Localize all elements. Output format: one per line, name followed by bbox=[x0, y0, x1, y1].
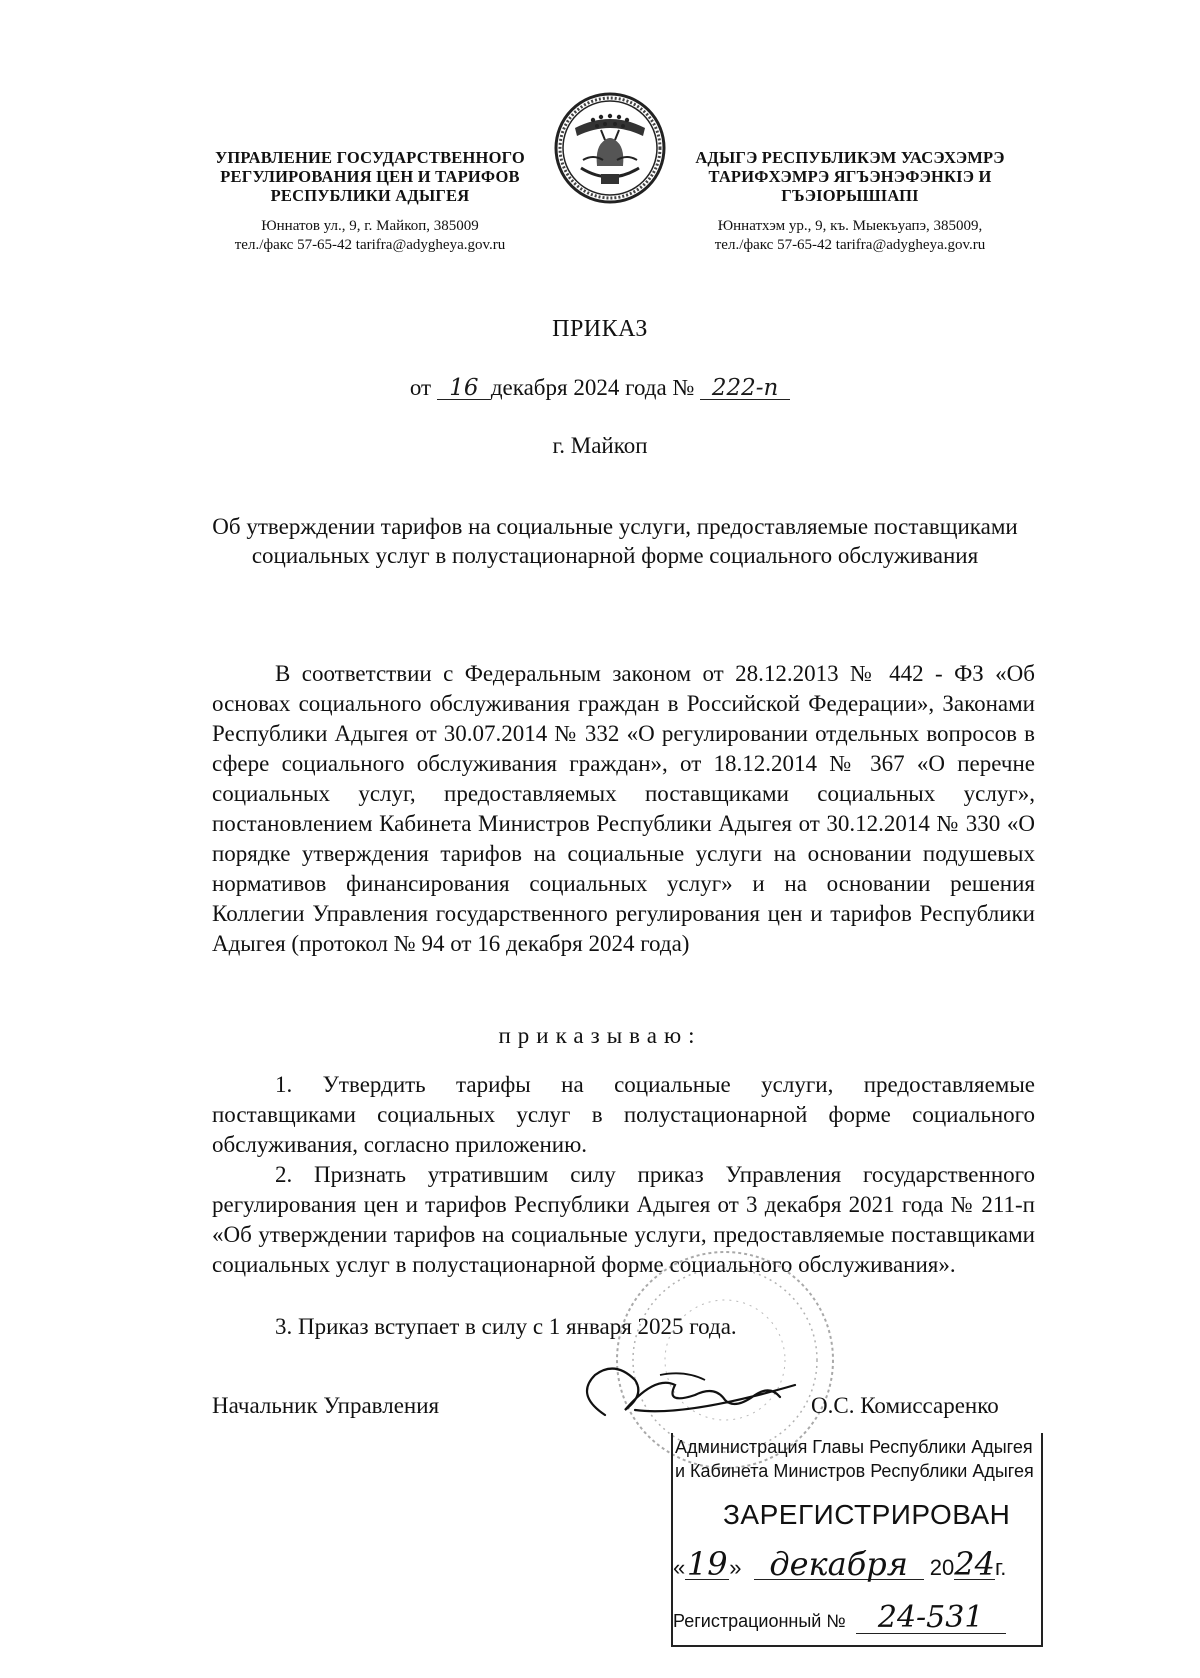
stamp-reg-label: Регистрационный № bbox=[673, 1611, 846, 1631]
adygea-coat-of-arms-icon bbox=[553, 90, 667, 206]
document-title: ПРИКАЗ bbox=[552, 316, 648, 342]
agency-address-ady: Юннатхэм ур., 9, къ. Мыекъуапэ, 385009, тел./факс 57-65-42 tarifra@adygheya.gov.ru bbox=[714, 218, 986, 253]
stamp-reg-number: 24-531 bbox=[856, 1603, 1006, 1634]
stamp-authority-line1: Администрация Главы Республики Адыгея bbox=[675, 1437, 1033, 1457]
order-item-1: 1. Утвердить тарифы на социальные услуги, предоставляемые поставщиками социальных услуг в полустационарной форме социального обслуживания, согласно приложению. bbox=[212, 1072, 1035, 1157]
order-subject: Об утверждении тарифов на социальные услуги, предоставляемые поставщиками социальных услуг в полустационарной форме социального обслуживания bbox=[212, 514, 1018, 568]
header-left-block bbox=[205, 148, 535, 255]
order-item-2: 2. Признать утратившим силу приказ Управления государственного регулирования цен и тарифов Республики Адыгея от 3 декабря 2021 года № 211-п «Об утверждении тарифов на социальные услуги, предоставляемые поставщиками социальных услуг в полустационарной форме социального обслуживания». bbox=[212, 1162, 1035, 1277]
agency-name-ady: АДЫГЭ РЕСПУБЛИКЭМ УАСЭХЭМРЭ ТАРИФХЭМРЭ ЯГЪЭНЭФЭНКIЭ И ГЪЭIОРЫШIАПI bbox=[695, 148, 1005, 205]
stamp-authority-line2: и Кабинета Министров Республики Адыгея bbox=[675, 1461, 1034, 1481]
stamp-date-year-prefix: 20 bbox=[929, 1555, 955, 1580]
preamble-paragraph: В соответствии с Федеральным законом от 28.12.2013 № 442 - ФЗ «Об основах социального обслуживания граждан в Российской Федерации», Законами Республики Адыгея от 30.07.2014 № 332 «О регулировании отдельных вопросов в сфере социального обслуживания граждан», от 18.12.2014 № 367 «О перечне социальных услуг, предоставляемых поставщиками социальных услуг», постановлением Кабинета Министров Республики Адыгея от 30.12.2014 № 330 «О порядке утверждения тарифов на социальные услуги на основании подушевых нормативов финансирования социальных услуг» и на основании решения Коллегии Управления государственного регулирования цен и тарифов Республики Адыгея (протокол № 94 от 16 декабря 2024 года) bbox=[212, 661, 1035, 956]
agency-address-ru: Юннатов ул., 9, г. Майкоп, 385009 тел./факс 57-65-42 tarifra@adygheya.gov.ru bbox=[234, 218, 506, 253]
handwritten-date-day: 16 bbox=[437, 377, 491, 400]
agency-name-ru: УПРАВЛЕНИЕ ГОСУДАРСТВЕННОГО РЕГУЛИРОВАНИЯ ЦЕН И ТАРИФОВ РЕСПУБЛИКИ АДЫГЕЯ bbox=[215, 148, 525, 205]
stamp-registration-number bbox=[673, 1600, 1006, 1635]
stamp-date: «19» декабря 2024г. bbox=[673, 1545, 1007, 1583]
handwritten-order-number: 222-п bbox=[700, 377, 790, 400]
signatory-role: Начальник Управления bbox=[212, 1393, 440, 1418]
stamp-date-day: 19 bbox=[686, 1545, 728, 1583]
handwritten-signature-icon bbox=[565, 1355, 815, 1445]
date-rest: декабря 2024 года № bbox=[490, 375, 695, 400]
stamp-registered-label: ЗАРЕГИСТРИРОВАН bbox=[723, 1499, 1011, 1530]
registration-stamp bbox=[663, 1433, 1046, 1648]
city: г. Майкоп bbox=[552, 433, 648, 458]
signatory-name: О.С. Комиссаренко bbox=[811, 1393, 999, 1418]
order-item-3: 3. Приказ вступает в силу с 1 января 2025 года. bbox=[275, 1314, 737, 1339]
stamp-date-year-suffix: 24 bbox=[954, 1545, 995, 1583]
order-date-line bbox=[0, 375, 1200, 401]
header-right-block bbox=[680, 148, 1020, 255]
date-prefix: от bbox=[409, 375, 432, 400]
stamp-date-month: декабря bbox=[754, 1549, 924, 1580]
order-directive-word: приказываю: bbox=[498, 1023, 702, 1048]
